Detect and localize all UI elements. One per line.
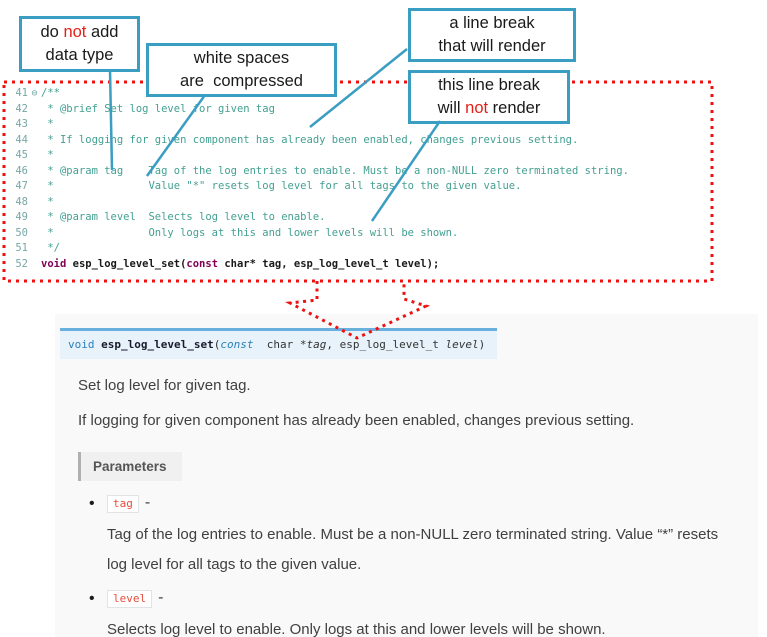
callout-text-line: data type xyxy=(45,46,114,64)
code-token: * @param tag Tag of the log entries to enable. Must be a non-NULL zero terminated string. xyxy=(41,164,629,177)
code-text xyxy=(41,148,54,164)
brief-description: Set log level for given tag. xyxy=(78,377,251,394)
detailed-description: If logging for given component has already been enabled, changes previous setting. xyxy=(78,412,635,429)
callout-text-line: will not render xyxy=(437,99,541,117)
code-token: * @param level Selects log level to enable. xyxy=(41,211,326,223)
parameter-item xyxy=(107,589,758,637)
code-text xyxy=(41,102,275,118)
line-number: 47 xyxy=(15,180,28,192)
callout-line-break-not-render xyxy=(408,70,570,124)
code-line xyxy=(6,133,629,149)
code-line xyxy=(6,241,629,257)
fold-spacer xyxy=(28,164,41,180)
code-token: * @brief Set log level for given tag xyxy=(41,102,275,115)
parameter-head xyxy=(107,589,758,613)
code-text xyxy=(41,86,60,102)
signature-token: ) xyxy=(478,338,486,351)
code-line xyxy=(6,148,629,164)
callout-line-break-renders xyxy=(408,8,576,62)
code-token: * xyxy=(41,149,54,161)
code-line xyxy=(6,179,629,195)
code-text xyxy=(41,241,60,257)
parameters-heading: Parameters xyxy=(78,452,182,481)
highlighted-word: not xyxy=(465,99,489,117)
line-number: 48 xyxy=(15,195,28,208)
code-line xyxy=(6,195,629,211)
code-token: * xyxy=(41,195,54,208)
callout-text-line: this line break xyxy=(438,76,540,94)
code-line xyxy=(6,164,629,180)
fold-spacer xyxy=(28,226,41,242)
line-number: 51 xyxy=(15,242,28,254)
parameter-separator: - xyxy=(144,494,151,511)
code-text xyxy=(41,133,578,149)
code-text xyxy=(41,226,458,242)
fold-spacer xyxy=(28,210,41,226)
code-token: * If logging for given component has already been enabled, changes previous setting. xyxy=(41,133,579,146)
code-token: esp_log_level_set( xyxy=(66,257,187,270)
fold-spacer xyxy=(28,102,41,118)
callout-white-spaces-compressed xyxy=(146,43,337,97)
signature-token: , esp_log_level_t xyxy=(326,338,446,351)
callout-text-line: do not add xyxy=(40,23,119,41)
fold-spacer xyxy=(28,179,41,195)
code-token: * Only logs at this and lower levels will be shown. xyxy=(41,226,459,239)
fold-icon[interactable]: ⊖ xyxy=(31,88,38,99)
fold-spacer xyxy=(28,241,41,257)
line-number: 52 xyxy=(15,257,28,270)
signature-token: level xyxy=(445,338,479,351)
signature-token: char * xyxy=(253,338,307,351)
signature-token: tag xyxy=(306,338,327,351)
code-text xyxy=(41,179,521,195)
parameter-name-chip: level xyxy=(107,590,152,608)
line-number: 46 xyxy=(15,164,28,177)
line-number: 44 xyxy=(15,133,28,146)
code-token: void xyxy=(41,257,67,270)
signature-token: void xyxy=(68,338,95,351)
code-token: * Value "*" resets log level for all tags to the given value. xyxy=(41,180,522,192)
callout-text-line: are compressed xyxy=(180,72,303,90)
fold-spacer xyxy=(28,117,41,133)
parameter-head xyxy=(107,494,758,518)
code-token: const xyxy=(186,257,219,270)
code-token: /** xyxy=(41,87,60,99)
fold-spacer xyxy=(28,148,41,164)
parameter-item xyxy=(107,494,758,580)
parameter-description: Tag of the log entries to enable. Must be a non-NULL zero terminated string. Value “*” resets log level for all tags to the given value. xyxy=(107,526,719,573)
code-text xyxy=(41,195,54,211)
code-line xyxy=(6,210,629,226)
callout-text-line: a line break xyxy=(449,14,535,32)
function-signature xyxy=(60,328,497,359)
code-text xyxy=(41,210,325,226)
line-number: 42 xyxy=(15,102,28,115)
line-number: 50 xyxy=(15,226,28,239)
code-token: char* tag, esp_log_level_t level); xyxy=(218,257,440,270)
code-token: * xyxy=(41,118,54,130)
line-number: 45 xyxy=(15,149,28,161)
code-text xyxy=(41,164,629,180)
highlighted-word: not xyxy=(63,23,87,41)
code-line xyxy=(6,257,629,273)
signature-token: const xyxy=(220,338,254,351)
line-number: 43 xyxy=(15,118,28,130)
code-editor[interactable] xyxy=(0,80,767,285)
signature-token: esp_log_level_set xyxy=(101,338,214,351)
rendered-doc-panel xyxy=(55,314,758,637)
fold-spacer xyxy=(28,195,41,211)
code-text xyxy=(41,117,54,133)
callout-do-not-add-data-type xyxy=(19,16,140,72)
parameter-separator: - xyxy=(158,589,164,606)
code-line xyxy=(6,226,629,242)
fold-spacer xyxy=(28,257,41,273)
callout-text-line: white spaces xyxy=(193,49,290,67)
line-number: 49 xyxy=(15,211,28,223)
parameter-list xyxy=(55,494,758,637)
line-number: 41 xyxy=(15,87,28,99)
parameter-name-chip: tag xyxy=(107,495,139,513)
callout-text-line: that will render xyxy=(438,37,546,55)
fold-spacer xyxy=(28,133,41,149)
signature-token: ( xyxy=(213,338,221,351)
code-text xyxy=(41,257,439,273)
code-token: */ xyxy=(41,242,60,254)
parameter-description: Selects log level to enable. Only logs at this and lower levels will be shown. xyxy=(107,621,606,637)
